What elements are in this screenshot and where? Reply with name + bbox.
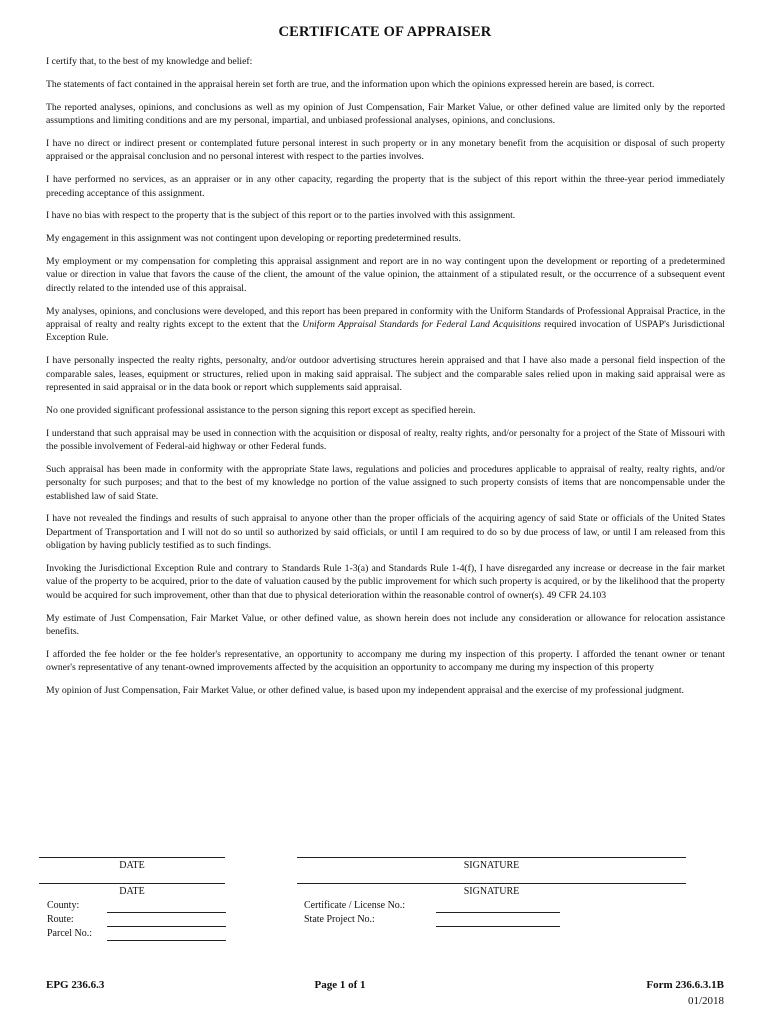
certificate-field[interactable] (436, 912, 560, 913)
uspap-text-before: My analyses, opinions, and conclusions were developed, and this report has been prepared in conformity with the Uniform Standards of Professional Appraisal Practice, in the appraisal of realty and realty rights except to the extent that the (46, 305, 725, 331)
state-project-label: State Project No.: (304, 914, 375, 925)
paragraph-conformity: Such appraisal has been made in conformity with the appropriate State laws, regulations and policies and procedures applicable to appraisal of realty, realty rights, and/or personalty for such purposes; and that to the best of my knowledge no portion of the value assigned to such property consists of items that are noncompensable under the established law of said State. (46, 463, 725, 502)
paragraph-no-services: I have performed no services, as an appraiser or in any other capacity, regarding the property that is the subject of this report within the three-year period immediately preceding acceptance of this assignment. (46, 174, 725, 199)
uspap-text-after: required invocation of USPAP's Jurisdictional Exception Rule. (46, 319, 726, 344)
paragraph-no-interest: I have no direct or indirect present or contemplated future personal interest in such property or in any monetary benefit from the acquisition or disposal of such property appraised or the appraisal conclusion and no personal interest with respect to the parties involves. (46, 138, 725, 163)
paragraph-no-assistance: No one provided significant professional assistance to the person signing this report except as specified herein. (46, 404, 476, 416)
footer-page-number: Page 1 of 1 (314, 979, 366, 991)
paragraph-not-revealed: I have not revealed the findings and results of such appraisal to anyone other than the proper officials of the acquiring agency of said State or officials of the United States Department of Transportation and I will not do so until so authorized by said officials, or until I am required to do so by due process of law, or until I am released from this obligation by having publicly testified as to such findings. (46, 513, 725, 552)
footer-epg: EPG 236.6.3 (46, 979, 105, 991)
signature-label-1: SIGNATURE (463, 860, 520, 871)
date-label-1: DATE (119, 860, 145, 871)
signature-line-2[interactable] (297, 883, 686, 884)
state-project-field[interactable] (436, 926, 560, 927)
paragraph-engagement: My engagement in this assignment was not contingent upon developing or reporting predetermined results. (46, 233, 461, 245)
date-label-2: DATE (119, 886, 145, 897)
footer-form-number: Form 236.6.3.1B (646, 979, 724, 991)
signature-line-1[interactable] (297, 857, 686, 858)
parcel-label: Parcel No.: (47, 928, 92, 939)
paragraph-fee-holder: I afforded the fee holder or the fee holder's representative, an opportunity to accompany me during my inspection of this property. I afforded the tenant owner or tenant owner's representative of any tenant-owned improvements affected by the acquisition an opportunity to accompany me during my inspection of this property (46, 648, 725, 674)
paragraph-inspection: I have personally inspected the realty rights, personalty, and/or outdoor advertising structures herein appraised and that I have also made a personal field inspection of the comparable sales, leases, equipment or structures, relied upon in making said appraisal. The subject and the comparable sales relied upon in making said appraisal were as represented in said appraisal or in the data book or report which supplements said appraisal. (46, 355, 725, 394)
parcel-field[interactable] (107, 940, 226, 941)
paragraph-uspap (46, 305, 725, 345)
paragraph-opinion: My opinion of Just Compensation, Fair Market Value, or other defined value, is based upon my independent appraisal and the exercise of my professional judgment. (46, 685, 684, 697)
certificate-label: Certificate / License No.: (304, 900, 406, 911)
route-label: Route: (47, 914, 74, 925)
footer-form-date: 01/2018 (687, 995, 724, 1007)
route-field[interactable] (107, 926, 226, 927)
county-label: County: (47, 900, 80, 911)
paragraph-analyses-limited: The reported analyses, opinions, and conclusions as well as my opinion of Just Compensation, Fair Market Value, or other defined value are limited only by the reported assumptions and limiting conditions and are my personal, impartial, and unbiased professional analyses, opinions, and conclusions. (46, 101, 725, 127)
paragraph-compensation: My employment or my compensation for completing this appraisal assignment and report are in no way contingent upon the development or reporting of a predetermined value or direction in value that favors the cause of the client, the amount of the value opinion, the attainment of a stipulated result, or the occurrence of a subsequent event directly related to the intended use of this appraisal. (46, 256, 725, 294)
uspap-text-italic: Uniform Appraisal Standards for Federal Land Acquisitions (302, 319, 541, 331)
paragraph-usage: I understand that such appraisal may be used in connection with the acquisition or disposal of realty, realty rights, and/or personalty for a project of the State of Missouri with the possible involvement of Federal-aid highway or other Federal funds. (46, 427, 725, 453)
paragraph-no-bias: I have no bias with respect to the property that is the subject of this report or to the parties involved with this assignment. (46, 210, 516, 222)
paragraph-relocation: My estimate of Just Compensation, Fair Market Value, or other defined value, as shown herein does not include any consideration or allowance for relocation assistance benefits. (46, 612, 725, 638)
date-line-1[interactable] (39, 857, 225, 858)
document-title: CERTIFICATE OF APPRAISER (278, 24, 492, 40)
paragraph-statements-true: The statements of fact contained in the appraisal herein set forth are true, and the information upon which the opinions expressed herein are based, is correct. (46, 79, 655, 90)
certificate-body (46, 55, 725, 707)
signature-label-2: SIGNATURE (463, 886, 520, 897)
date-line-2[interactable] (39, 883, 225, 884)
paragraph-jurisdictional: Invoking the Jurisdictional Exception Rule and contrary to Standards Rule 1-3(a) and Standards Rule 1-4(f), I have disregarded any increase or decrease in the fair market value of the property to be acquired, prior to the date of valuation caused by the public improvement for which such property is acquired, or by the likelihood that the property would be acquired for such improvement, other than that due to physical deterioration within the reasonable control of owner(s). 49 CFR 24.103 (46, 563, 725, 601)
paragraph-intro: I certify that, to the best of my knowledge and belief: (46, 56, 253, 67)
county-field[interactable] (107, 912, 226, 913)
